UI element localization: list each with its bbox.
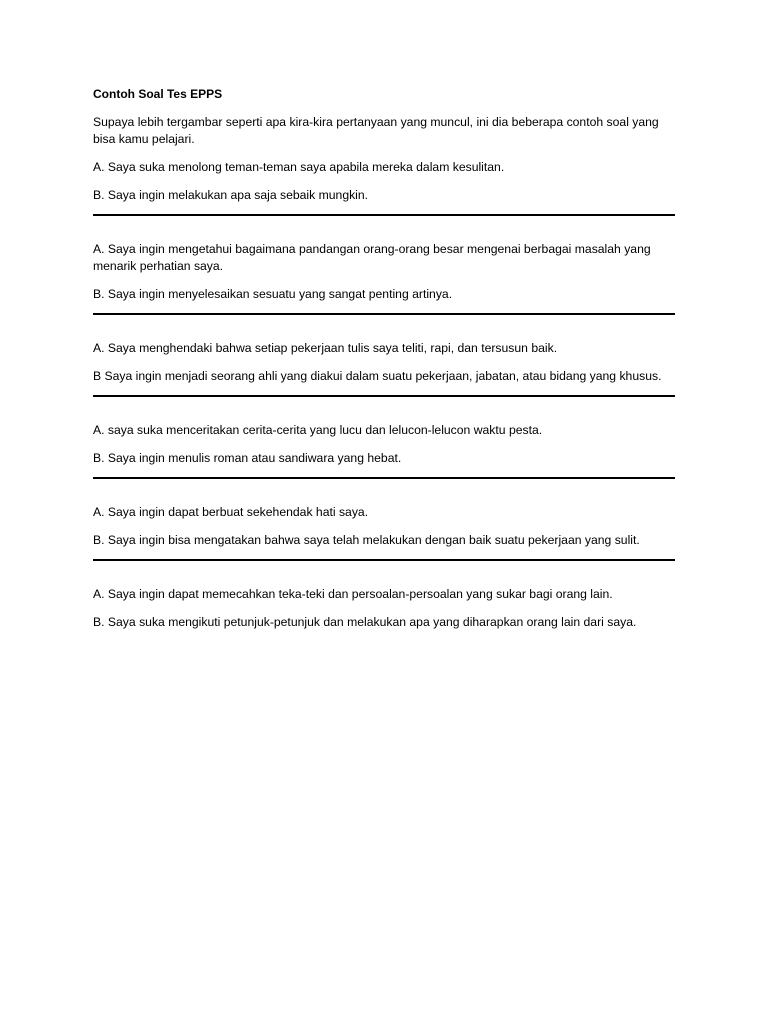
divider-line [93,313,675,315]
divider-line [93,214,675,216]
option-b: B. Saya ingin menulis roman atau sandiwara yang hebat. [93,451,402,465]
option-a: A. saya suka menceritakan cerita-cerita yang lucu dan lelucon-lelucon waktu pesta. [93,423,543,437]
divider-line [93,559,675,561]
question-group-6 [93,586,675,631]
question-group-2 [93,241,675,303]
divider-line [93,395,675,397]
document-page [93,86,675,631]
option-a: A. Saya ingin mengetahui bagaimana pandangan orang-orang besar mengenai berbagai masalah yang menarik perhatian saya. [93,242,651,273]
document-title: Contoh Soal Tes EPPS [93,87,223,101]
option-a: A. Saya menghendaki bahwa setiap pekerjaan tulis saya teliti, rapi, dan tersusun baik. [93,341,558,355]
question-group-5 [93,504,675,549]
option-a: A. Saya ingin dapat berbuat sekehendak hati saya. [93,505,369,519]
option-b: B. Saya ingin bisa mengatakan bahwa saya telah melakukan dengan baik suatu pekerjaan yang sulit. [93,533,640,547]
question-group-1 [93,159,675,204]
intro-paragraph: Supaya lebih tergambar seperti apa kira-kira pertanyaan yang muncul, ini dia beberapa contoh soal yang bisa kamu pelajari. [93,115,659,146]
option-a: A. Saya suka menolong teman-teman saya apabila mereka dalam kesulitan. [93,160,505,174]
question-group-3 [93,340,675,385]
option-b: B. Saya suka mengikuti petunjuk-petunjuk dan melakukan apa yang diharapkan orang lain dari saya. [93,615,637,629]
divider-line [93,477,675,479]
option-b: B. Saya ingin menyelesaikan sesuatu yang sangat penting artinya. [93,287,453,301]
question-group-4 [93,422,675,467]
option-b: B Saya ingin menjadi seorang ahli yang diakui dalam suatu pekerjaan, jabatan, atau bidang yang khusus. [93,369,662,383]
option-b: B. Saya ingin melakukan apa saja sebaik mungkin. [93,188,369,202]
option-a: A. Saya ingin dapat memecahkan teka-teki dan persoalan-persoalan yang sukar bagi orang lain. [93,587,613,601]
